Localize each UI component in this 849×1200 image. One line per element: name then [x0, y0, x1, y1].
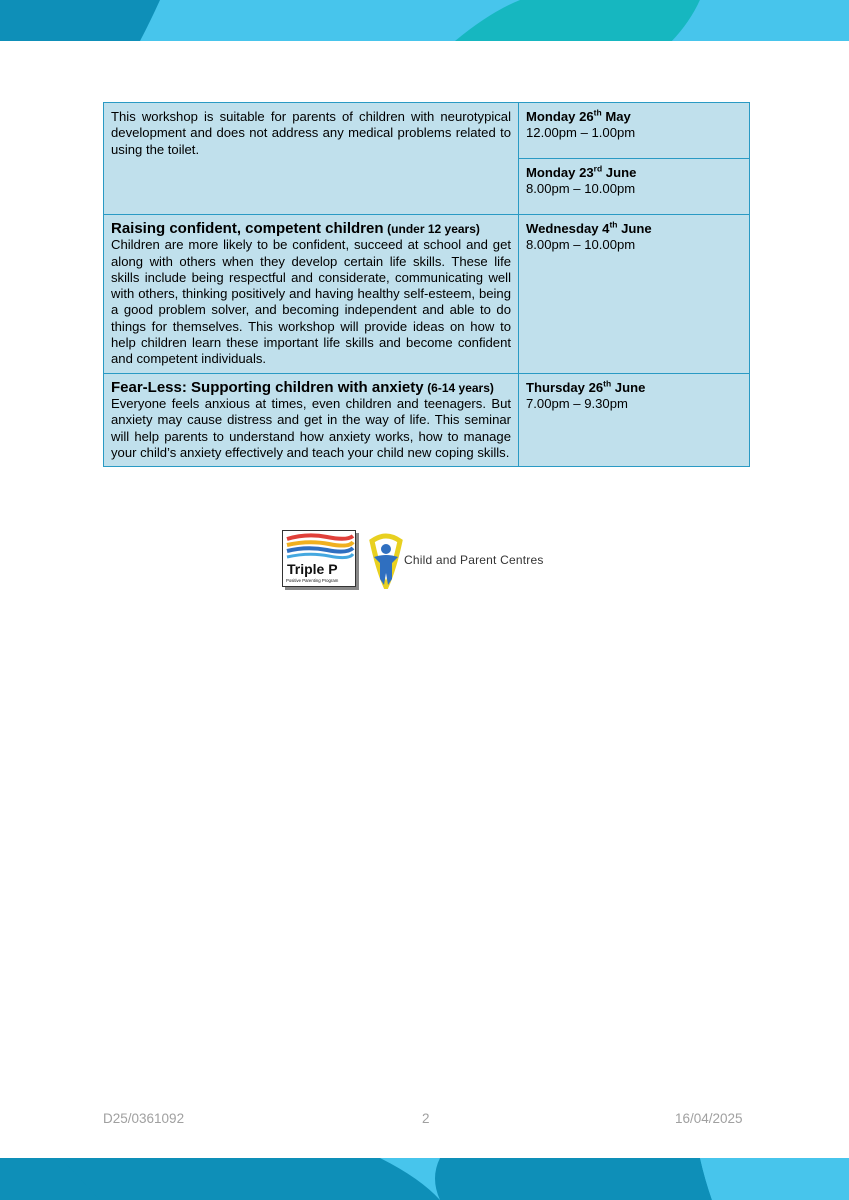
document-reference: D25/0361092 — [103, 1111, 185, 1126]
triple-p-name: Triple P — [287, 561, 338, 577]
workshop-row — [104, 215, 750, 374]
bottom-banner — [0, 1158, 849, 1200]
session-date: Wednesday 4th June — [526, 219, 652, 236]
workshop-description-cell — [104, 215, 519, 374]
workshop-age-range: (under 12 years) — [387, 222, 480, 236]
workshop-table — [103, 102, 750, 467]
session-time: 7.00pm – 9.30pm — [526, 395, 628, 411]
workshop-title: Fear-Less: Supporting children with anxiety — [111, 378, 424, 396]
workshop-heading — [111, 221, 511, 237]
top-banner-graphic — [0, 0, 849, 41]
triple-p-logo — [282, 530, 356, 587]
workshop-row — [104, 373, 750, 466]
bottom-banner-graphic — [0, 1158, 849, 1200]
triple-p-stripes-icon — [283, 531, 355, 561]
workshop-title: Raising confident, competent children — [111, 220, 384, 237]
session-cell — [519, 373, 750, 466]
session-time: 8.00pm – 10.00pm — [526, 237, 636, 253]
session-date: Thursday 26th June — [526, 378, 646, 395]
workshop-description-cell — [104, 103, 519, 215]
child-parent-centres-name: Child and Parent Centres — [404, 553, 544, 567]
logo-row — [282, 529, 572, 589]
workshop-age-range: (6-14 years) — [427, 380, 494, 395]
document-date: 16/04/2025 — [675, 1111, 743, 1126]
workshop-description: This workshop is suitable for parents of children with neurotypical development and does not address any medical problems related to using the toilet. — [111, 109, 511, 157]
session-date: Monday 26th May — [526, 107, 631, 124]
session-cell — [519, 215, 750, 374]
session-date: Monday 23rd June — [526, 163, 637, 180]
session-cell — [519, 159, 750, 215]
session-time: 12.00pm – 1.00pm — [526, 125, 636, 141]
workshop-description: Children are more likely to be confident, succeed at school and get along with others when they develop certain life skills. These life skills include being respectful and considerate, communicating well with others, thinking positively and having healthy self-esteem, being a good problem solver, and becoming independent and able to do things for themselves. This workshop will provide ideas on how to help children learn these important life skills and become confident and competent individuals. — [111, 237, 511, 367]
child-parent-figure-icon — [366, 529, 406, 589]
workshop-heading — [111, 380, 511, 396]
workshop-description-cell — [104, 373, 519, 466]
session-time: 8.00pm – 10.00pm — [526, 181, 636, 197]
page-number: 2 — [422, 1111, 430, 1126]
triple-p-tagline: Positive Parenting Program — [286, 578, 339, 583]
top-banner — [0, 0, 849, 41]
session-cell — [519, 103, 750, 159]
workshop-row — [104, 103, 750, 159]
workshop-description: Everyone feels anxious at times, even children and teenagers. But anxiety may cause distress and get in the way of life. This seminar will help parents to understand how anxiety works, how to manage your child’s anxiety effectively and teach your child new coping skills. — [111, 395, 511, 460]
